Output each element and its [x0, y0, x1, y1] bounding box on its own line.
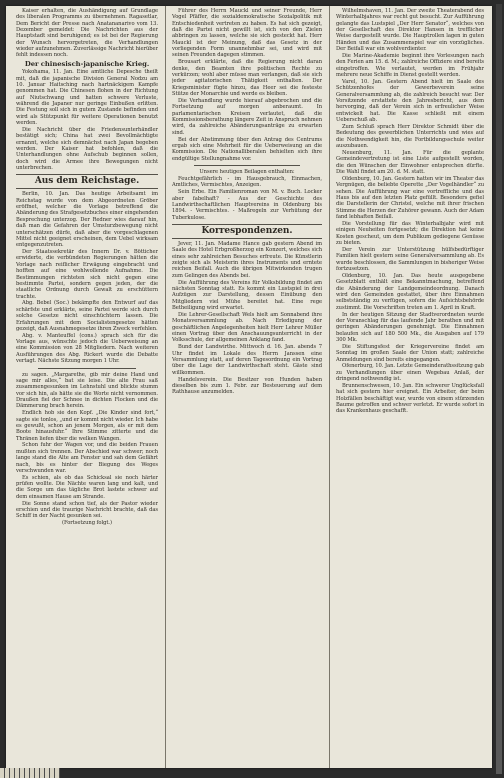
article-paragraph: Der Verein zur Unterstützung hülfsbedürftiger Familien hielt gestern seine Generalversammlung ab. Es wurde beschlossen, die Sammlungen in bisheriger Weise fortzusetzen.: [336, 246, 484, 272]
supplements-heading: Unsere heutigen Beilagen enthalten:: [199, 169, 295, 176]
article-paragraph: Yokohama, 11. Jan. Eine amtliche Depesche theilt mit, daß die japanische Division General Nodzu am 10. Januar Haitsching nach hartnäckigem Kampfe genommen hat. Die Chinesen flohen in der Richtung auf Niutschwang und hatten schwere Verluste, während die Japaner nur geringe Einbußen erlitten. Die Festung soll sich in gutem Zustande befinden und wird als Stützpunkt für weitere Operationen benutzt werden.: [16, 69, 158, 127]
article-paragraph: Bei der Abstimmung über den Antrag des Centrums ergab sich eine Mehrheit für die Ueberweisung an die Kommission. Die Nationalliberalen behielten sich ihre endgültige Stellungnahme vor.: [172, 136, 322, 162]
scanner-edge-strip: [496, 4, 502, 774]
article-paragraph: Oldenburg, 10. Jan. Gestern hatten wir im Theater das Vergnügen, die beliebte Operette „Der Vogelhändler“ zu sehen. Die Aufführung war eine vortreffliche und das Haus bis auf den letzten Platz gefüllt. Besonders gefiel die Darstellerin der Christel, welche mit ihrer frischen Stimme die Herzen der Zuhörer gewann. Auch der Adam fand lebhaften Beifall.: [336, 175, 484, 220]
section-heading-correspondence: Korrespondenzen.: [172, 224, 322, 239]
article-paragraph: Berlin, 10. Jan. Das heutige Arbeitsamt im Reichstag wurde von dem Abgeordneten Gröber eröffnet, welcher die Vorlage betreffend die Abänderung des Strafgesetzbuches einer eingehenden Besprechung unterzog. Der Redner wies darauf hin, daß man die Gefahren der Umsturzbewegung nicht unterschätzen dürfe, daß aber die vorgeschlagenen Mittel nicht geeignet erscheinen, dem Uebel wirksam entgegenzutreten.: [16, 191, 158, 249]
column-left: [16, 8, 158, 766]
article-paragraph: Wilhelmshaven, 11. Jan. Der zweite Theaterabend des Winterhalbjahres war recht gut besucht. Zur Aufführung gelangte das Lustspiel „Der Herr Senator“, welches von der Gesellschaft des Direktor Hansen in trefflicher Weise dargestellt wurde. Die Hauptrollen lagen in guten Händen und das Zusammenspiel war ein vorzügliches. Der Beifall war ein wohlverdienter.: [336, 8, 484, 53]
article-paragraph: Die Lehrer-Gesellschaft Wels hielt am Sonnabend ihre Monatsversammlung ab. Nach Erledigung der geschäftlichen Angelegenheiten hielt Herr Lehrer Müller einen Vortrag über den Anschauungsunterricht in der Volksschule, der allgemeinen Anklang fand.: [172, 311, 322, 344]
supplements-list: Feuchtgefährlich - im Hausgebrauch, Einmachen, Amtliches, Vermischtes, Anzeigen.: [172, 175, 322, 189]
article-paragraph: Die Aufführung des Vereins für Volksbildung findet am nächsten Sonntag statt. Es kommt ein Lustspiel in drei Aufzügen zur Darstellung, dessen Einübung den Mitgliedern viel Mühe bereitet hat. Eine rege Betheiligung wird erwartet.: [172, 279, 322, 311]
article-paragraph: Die Verhandlung wurde hierauf abgebrochen und die Fortsetzung auf morgen anberaumt. In parlamentarischen Kreisen verlautet, daß die Kommissionsberathung längere Zeit in Anspruch nehmen wird, da zahlreiche Abänderungsanträge zu erwarten sind.: [172, 98, 322, 136]
article-paragraph: Ofenerburg, 10. Jan. Letzte Gemeinderathssitzung gab zu Verhandlungen über einen Wegebau Anlaß, der dringend nothwendig ist.: [336, 363, 484, 383]
supplements-list: Sein Erbe. Ein Familienroman von M. v. Buch. Locker aber fabelhaft? - Aus der Geschichte des Landwirthschaftlichen Hauptvereins in Oldenburg bis 1894. - Vermischtes. - Maßregeln zur Verhütung der Tuberkulose.: [172, 189, 322, 221]
article-paragraph: Zum Schluß sprach Herr Direktor Schmidt über die Bedeutung des gewerblichen Unterrichts und wies auf die Nothwendigkeit hin, die Fortbildungsschule weiter auszubauen.: [336, 123, 484, 149]
article-paragraph: Die Marine-Akademie beginnt ihre Vorlesungen nach den Ferien am 15. d. M.; zahlreiche Offiziere sind bereits eingetroffen. Wie verlautet, werden im Frühjahr mehrere neue Schiffe in Dienst gestellt werden.: [336, 53, 484, 79]
column-rule-1: [165, 6, 166, 768]
feuilleton-paragraph: Endlich hob sie den Kopf. „Die Kinder sind fort,“ sagte sie tonlos, „und er kommt nicht wieder. Ich habe es gewußt, schon an jenem Morgen, als er mit dem Boote hinausfuhr.“ Ihre Stimme zitterte und die Thränen liefen über die welken Wangen.: [16, 410, 158, 442]
section-divider: [194, 165, 300, 166]
article-paragraph: Abg. v. Manteuffel (cons.) sprach sich für die Vorlage aus, wünschte jedoch die Ueberweisung an eine Kommission von 28 Mitgliedern. Nach weiteren Ausführungen des Abg. Rickert wurde die Debatte vertagt. Nächste Sitzung morgen 1 Uhr.: [16, 332, 158, 365]
column-rule-2: [329, 6, 330, 768]
article-paragraph: Handelsverein. Die Besitzer von Hunden haben dieselben bis zum 1. Febr. zur Besteuerung auf dem Rathhause anzumelden.: [172, 376, 322, 396]
continuation-note: (Fortsetzung folgt.): [61, 520, 112, 527]
article-paragraph: Der Staatssekretär des Innern Dr. v. Bötticher erwiderte, die verbündeten Regierungen hätten die Vorlage nach reiflicher Erwägung eingebracht und hofften auf eine wohlwollende Aufnahme. Die Bestimmungen richteten sich nicht gegen eine bestimmte Partei, sondern gegen jeden, der die staatliche Ordnung durch Gewalt zu erschüttern trachte.: [16, 249, 158, 300]
feuilleton-paragraph: Es schien, als ob das Schicksal sie noch härter prüfen wollte. Die Nächte waren lang und kalt, und die Sorge um das tägliche Brot lastete schwer auf dem einsamen Hause am Strande.: [16, 474, 158, 500]
article-paragraph: Brousart erklärte, daß die Regierung nicht daran denke, den Beamten ihre politischen Rechte zu verkürzen; wohl aber müsse man verlangen, daß sie sich jeder agitatorischen Thätigkeit enthalten. Der Kriegsminister fügte hinzu, das Heer sei die festeste Stütze der Monarchie und werde es bleiben.: [172, 59, 322, 98]
article-paragraph: Neuenburg, 11. Jan. Für die geplante Gemeindevertretung ist eine Liste aufgestellt worden, die den Wünschen der Einwohner entsprechen dürfte. Die Wahl findet am 20. d. M. statt.: [336, 149, 484, 175]
scan-ruler: [0, 768, 60, 778]
column-right: [336, 8, 484, 766]
feuilleton-paragraph: Schon fuhr der Wagen vor, und die beiden Frauen mußten sich trennen. Der Abschied war schwer; noch lange stand die Alte am Fenster und sah dem Gefährt nach, bis es hinter der Biegung des Weges verschwunden war.: [16, 442, 158, 474]
newspaper-page: [6, 6, 492, 768]
article-paragraph: Die Nachricht über die Friedensunterhändler bestätigt sich; China hat zwei Bevollmächtigte ernannt, welche sich demnächst nach Japan begeben werden. Der Kaiser hat befohlen, daß die Unterhandlungen ohne Aufschub beginnen sollen, doch wird die Armee ihre Bewegungen nicht unterbrechen.: [16, 127, 158, 172]
article-paragraph: Die Vorstellung für das Winterhalbjahr wird mit einigen Neuheiten fortgesetzt; die Direktion hat keine Kosten gescheut, um dem Publikum gediegene Genüsse zu bieten.: [336, 220, 484, 246]
article-paragraph: Führer des Herrn Mauckl und seiner Freunde, Herr Vogel Pfäffer, die sozialdemokratische Sozialpolitik mit Entschiedenheit vertreten zu haben. Es hat sich gezeigt, daß die Partei nicht gewillt ist, sich von den Zielen abbringen zu lassen, welche sie sich gesteckt hat. Herr Mauckl ist der Meinung, daß das Gesetz in der vorliegenden Form unannehmbar sei, und wird mit seinen Freunden dagegen stimmen.: [172, 8, 322, 59]
article-paragraph: Varel, 10. Jan. Gestern Abend hielt im Saale des Schützenhofes der Gewerbeverein seine Generalversammlung ab, die zahlreich besucht war. Der Vorsitzende erstattete den Jahresbericht, aus dem hervorging, daß der Verein sich in erfreulicher Weise entwickelt hat. Die Kasse schließt mit einem Ueberschuß ab.: [336, 78, 484, 124]
article-paragraph: In der heutigen Sitzung der Stadtverordneten wurde der Voranschlag für das laufende Jahr berathen und mit geringen Abänderungen genehmigt. Die Einnahmen belaufen sich auf 180 500 Mk., die Ausgaben auf 179 300 Mk.: [336, 311, 484, 343]
article-paragraph: Abg. Bebel (Soc.) bekämpfte den Entwurf auf das schärfste und erklärte, seine Partei werde sich durch solche Gesetze nicht einschüchtern lassen. Die Erfahrungen mit dem Socialistengesetze hätten gezeigt, daß Ausnahmegesetze ihren Zweck verfehlen.: [16, 300, 158, 332]
article-paragraph: Die Stiftungsfest der Kriegervereine findet am Sonntag im großen Saale der Union statt; zahlreiche Anmeldungen sind bereits eingegangen.: [336, 343, 484, 363]
article-paragraph: Oldenburg, 10. Jan. Das heute ausgegebene Gesetzblatt enthält eine Bekanntmachung, betreffend die Abänderung der Landgemeindeordnung. Danach wird den Gemeinden gestattet, über ihre Einnahmen selbstständig zu verfügen, sofern die Aufsichtsbehörde zustimmt. Die Vorschriften treten am 1. April in Kraft.: [336, 272, 484, 311]
article-paragraph: Bund der Landwirthe. Mittwoch d. 16. Jan. abends 7 Uhr findet im Lokale des Herrn Janssen eine Versammlung statt, auf deren Tagesordnung ein Vortrag über die Lage der Landwirthschaft steht. Gäste sind willkommen.: [172, 344, 322, 376]
feuilleton-paragraph: zu sagen. „Margarethe, gib mir deine Hand und sage mir alles,“ bat sie leise. Die alte Frau saß zusammengesunken im Lehnstuhl und blickte stumm vor sich hin, als hätte sie die Worte nicht vernommen. Draußen fiel der Schnee in dichten Flocken und die Dämmerung brach herein.: [16, 371, 158, 410]
section-heading-war: Der chinesisch-japanische Krieg.: [24, 59, 150, 68]
feuilleton-paragraph: Die Sonne stand schon tief, als der Pastor wieder erschien und die traurige Nachricht brachte, daß das Schiff in der Nacht gesunken sei.: [16, 500, 158, 520]
column-middle: [172, 8, 322, 766]
article-paragraph: Kaiser erhalten, die Aushändigung auf Grundlage des liberalen Programms zu übernehmen. Ragasetlar, Dem Bericht der Presse nach Anatananarivo vom 13. Dezember gemeldet: Die Nachrichten aus der Hauptstadt sind beruhigend; es ist bei der Regierung der Wunsch hervorgetreten, die Verhandlungen wieder aufzunehmen. Zuverlässige Nachricht hierüber fehlt indessen noch.: [16, 8, 158, 59]
article-paragraph: Jever, 11. Jan. Madame Hance gab gestern Abend im Saale des Hotel Erbgroßherzog ein Konzert, welches sich eines sehr zahlreichen Besuches erfreute. Die Künstlerin zeigte sich als Meisterin ihres Instruments und erntete reichen Beifall. Auch die übrigen Mitwirkenden trugen zum Gelingen des Abends bei.: [172, 240, 322, 279]
section-divider: [38, 368, 136, 369]
article-paragraph: Brunnenschwesen, 10. Jan. Ein schwerer Unglücksfall hat sich gestern hier ereignet. Ein Arbeiter, der beim Holzfällen beschäftigt war, wurde von einem stürzenden Baume getroffen und schwer verletzt. Er wurde sofort in das Krankenhaus geschafft.: [336, 383, 484, 415]
section-heading-reichstag: Aus dem Reichstage.: [16, 174, 158, 189]
